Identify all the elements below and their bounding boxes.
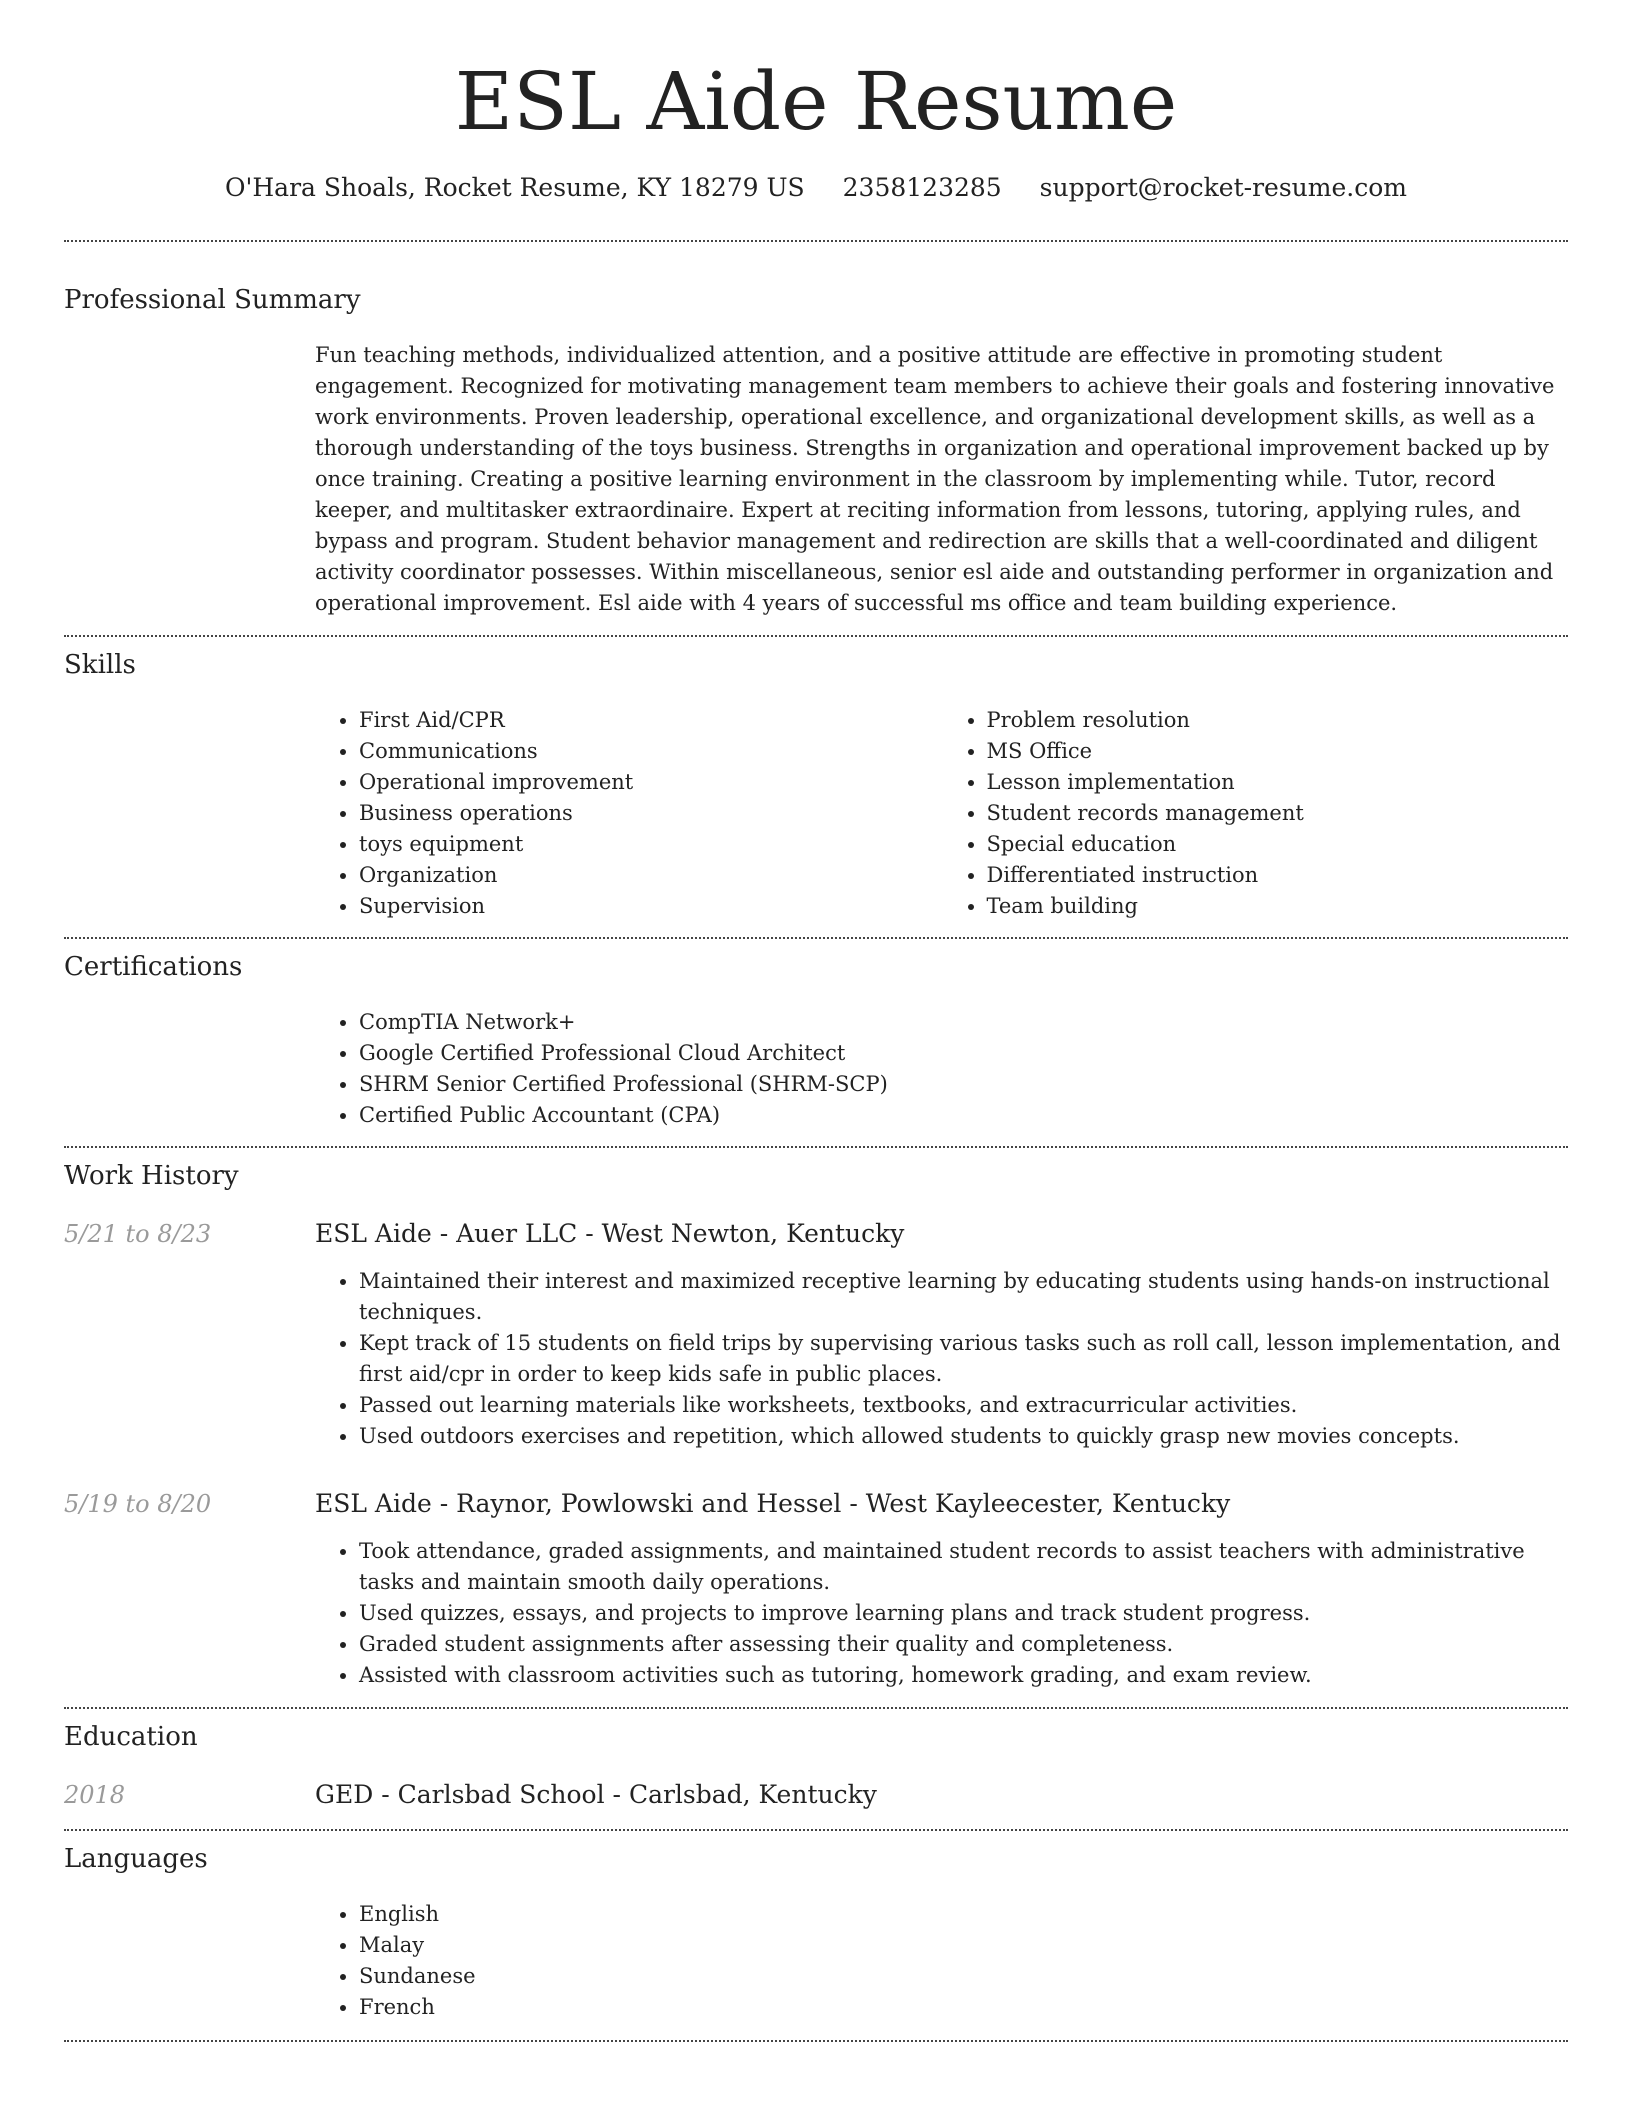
job-duty-item: • Maintained their interest and maximized receptive learning by educating students using hands-on instructional techniques. bbox=[359, 1266, 1570, 1328]
summary-text: Fun teaching methods, individualized attention, and a positive attitude are effective in promoting student engagement. Recognized for motivating management team members to achieve their goals and fostering innovative work environments. Proven leadership, operational excellence, and organizational development skills, as well as a thorough understanding of the toys business. Strengths in organization and operational improvement backed up by once training. Creating a positive learning environment in the classroom by implementing while. Tutor, record keeper, and multitasker extraordinaire. Expert at reciting information from lessons, tutoring, applying rules, and bypass and program. Student behavior management and redirection are skills that a well-coordinated and diligent activity coordinator possesses. Within miscellaneous, senior esl aide and outstanding performer in organization and operational improvement. Esl aide with 4 years of successful ms office and team building experience. bbox=[315, 343, 1555, 615]
skills-column-left bbox=[315, 705, 943, 922]
skill-item: • toys equipment bbox=[359, 829, 943, 860]
certification-item: • CompTIA Network+ bbox=[359, 1007, 1570, 1038]
certifications-list bbox=[315, 1007, 1570, 1131]
skill-item: • Student records management bbox=[987, 798, 1571, 829]
job-duty-item: • Passed out learning materials like worksheets, textbooks, and extracurricular activities. bbox=[359, 1390, 1570, 1421]
job-title: ESL Aide - Raynor, Powlowski and Hessel - West Kayleecester, Kentucky bbox=[315, 1489, 1231, 1518]
skill-item: • Problem resolution bbox=[987, 705, 1571, 736]
job-title: ESL Aide - Auer LLC - West Newton, Kentucky bbox=[315, 1219, 905, 1248]
skill-item: • Business operations bbox=[359, 798, 943, 829]
education-year: 2018 bbox=[64, 1781, 126, 1809]
contact-email: support@rocket-resume.com bbox=[1039, 173, 1407, 202]
section-divider bbox=[64, 635, 1568, 637]
language-item: • English bbox=[359, 1899, 1570, 1930]
job-duty-item: • Kept track of 15 students on field trips by supervising various tasks such as roll call, lesson implementation, and first aid/cpr in order to keep kids safe in public places. bbox=[359, 1328, 1570, 1390]
section-divider bbox=[64, 1707, 1568, 1709]
contact-line bbox=[0, 170, 1632, 206]
job-duty-item: • Assisted with classroom activities such as tutoring, homework grading, and exam review. bbox=[359, 1660, 1570, 1691]
section-divider bbox=[64, 2040, 1568, 2042]
language-item: • French bbox=[359, 1992, 1570, 2023]
summary-section bbox=[315, 340, 1570, 619]
summary-heading: Professional Summary bbox=[64, 285, 361, 315]
languages-list bbox=[315, 1899, 1570, 2023]
work-history-heading: Work History bbox=[64, 1161, 239, 1191]
education-degree: GED - Carlsbad School - Carlsbad, Kentucky bbox=[315, 1780, 877, 1809]
language-item: • Sundanese bbox=[359, 1961, 1570, 1992]
skills-heading: Skills bbox=[64, 650, 136, 680]
languages-heading: Languages bbox=[64, 1844, 208, 1874]
section-divider bbox=[64, 1829, 1568, 1831]
skill-item: • Differentiated instruction bbox=[987, 860, 1571, 891]
job-duty-item: • Graded student assignments after assessing their quality and completeness. bbox=[359, 1629, 1570, 1660]
skill-item: • Communications bbox=[359, 736, 943, 767]
resume-title: ESL Aide Resume bbox=[454, 55, 1178, 148]
skill-item: • First Aid/CPR bbox=[359, 705, 943, 736]
skill-item: • MS Office bbox=[987, 736, 1571, 767]
skills-column-right bbox=[943, 705, 1571, 922]
section-divider bbox=[64, 1146, 1568, 1148]
job-duties bbox=[315, 1536, 1570, 1691]
certification-item: • SHRM Senior Certified Professional (SHRM-SCP) bbox=[359, 1069, 1570, 1100]
certifications-heading: Certifications bbox=[64, 952, 243, 982]
skill-item: • Supervision bbox=[359, 891, 943, 922]
certification-item: • Google Certified Professional Cloud Architect bbox=[359, 1038, 1570, 1069]
job-dates: 5/19 to 8/20 bbox=[64, 1490, 212, 1518]
skill-item: • Team building bbox=[987, 891, 1571, 922]
section-divider bbox=[64, 937, 1568, 939]
job-duties bbox=[315, 1266, 1570, 1452]
contact-address: O'Hara Shoals, Rocket Resume, KY 18279 US bbox=[225, 173, 805, 202]
skill-item: • Lesson implementation bbox=[987, 767, 1571, 798]
language-item: • Malay bbox=[359, 1930, 1570, 1961]
job-dates: 5/21 to 8/23 bbox=[64, 1220, 212, 1248]
skill-item: • Operational improvement bbox=[359, 767, 943, 798]
job-duty-item: • Used outdoors exercises and repetition, which allowed students to quickly grasp new movies concepts. bbox=[359, 1421, 1570, 1452]
education-heading: Education bbox=[64, 1722, 198, 1752]
skill-item: • Special education bbox=[987, 829, 1571, 860]
job-duty-item: • Used quizzes, essays, and projects to improve learning plans and track student progress. bbox=[359, 1598, 1570, 1629]
skill-item: • Organization bbox=[359, 860, 943, 891]
contact-phone: 2358123285 bbox=[842, 173, 1002, 202]
section-divider bbox=[64, 240, 1568, 242]
skills-list bbox=[315, 705, 1570, 922]
certification-item: • Certified Public Accountant (CPA) bbox=[359, 1100, 1570, 1131]
job-duty-item: • Took attendance, graded assignments, and maintained student records to assist teachers with administrative tasks and maintain smooth daily operations. bbox=[359, 1536, 1570, 1598]
